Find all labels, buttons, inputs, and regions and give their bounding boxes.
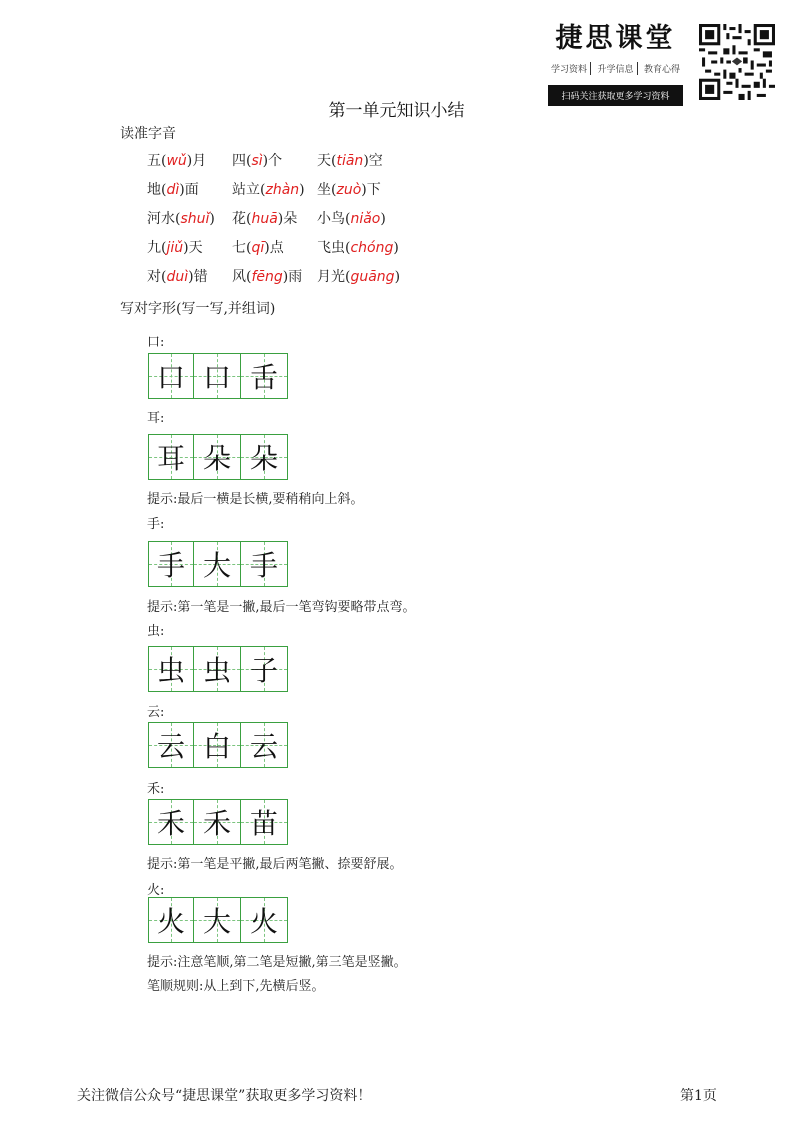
word-prefix: 对(: [147, 269, 167, 285]
word-prefix: 地(: [147, 182, 167, 198]
word-prefix: 风(: [232, 269, 252, 285]
brand-tag: 学习资料: [548, 62, 591, 75]
pinyin-word: [317, 150, 405, 170]
practice-char: 火: [249, 905, 278, 938]
pinyin-word: [147, 208, 235, 228]
tianzige-cell: [148, 434, 194, 480]
tianzige-cell: [194, 799, 241, 845]
hint-text: 提示:第一笔是平撇,最后两笔撇、捺要舒展。: [147, 857, 403, 872]
practice-char: 火: [156, 905, 185, 938]
word-suffix: )空: [363, 153, 383, 169]
practice-char: 耳: [156, 442, 185, 475]
tianzige-cell: [241, 799, 288, 845]
pinyin-word: [317, 179, 405, 199]
qr-code-icon[interactable]: [699, 24, 775, 100]
tianzige-cell: [148, 799, 194, 845]
practice-char: 禾: [202, 807, 231, 840]
pinyin-text: huā: [251, 211, 278, 227]
pinyin-word: [232, 150, 320, 170]
page-number: 第1页: [680, 1088, 717, 1104]
word-suffix: ): [380, 211, 386, 227]
practice-char: 云: [249, 730, 278, 763]
tianzige-cell: [194, 541, 241, 587]
pinyin-text: jiǔ: [166, 240, 184, 256]
word-suffix: )错: [188, 269, 208, 285]
word-suffix: )天: [183, 240, 203, 256]
practice-char: 子: [249, 654, 278, 687]
word-prefix: 小鸟(: [317, 211, 351, 227]
tianzige-cell: [194, 434, 241, 480]
brand-cta: 扫码关注获取更多学习资料: [548, 85, 683, 106]
pinyin-word: [317, 237, 405, 257]
practice-char: 口: [202, 361, 231, 394]
practice-char: 朵: [249, 442, 278, 475]
tianzige-cell: [148, 722, 194, 768]
tianzige-cell: [194, 722, 241, 768]
practice-char: 大: [202, 905, 231, 938]
char-label: 禾:: [147, 782, 165, 797]
pinyin-word: [232, 237, 320, 257]
word-prefix: 坐(: [317, 182, 337, 198]
word-suffix: ): [394, 269, 401, 285]
brand-block: [548, 22, 683, 106]
tianzige-cell: [241, 353, 288, 399]
pinyin-text: zuò: [336, 182, 362, 198]
tianzige-cell: [241, 722, 288, 768]
word-suffix: )点: [264, 240, 284, 256]
hint-text: 提示:注意笔顺,第二笔是短撇,第三笔是竖撇。: [147, 955, 407, 970]
tianzige-cell: [148, 541, 194, 587]
practice-char: 手: [156, 549, 185, 582]
pinyin-text: fēng: [251, 269, 283, 285]
pinyin-word: [147, 179, 235, 199]
pinyin-word: [317, 266, 405, 286]
section-heading-pronunciation: 读准字音: [120, 126, 176, 142]
char-label: 火:: [147, 883, 165, 898]
practice-char: 大: [202, 549, 231, 582]
practice-char: 朵: [202, 442, 231, 475]
tianzige-cell: [241, 541, 288, 587]
word-prefix: 月光(: [317, 269, 351, 285]
pinyin-word: [147, 150, 235, 170]
pinyin-text: qī: [251, 240, 265, 256]
practice-char: 禾: [156, 807, 185, 840]
tianzige-grid: [148, 646, 288, 692]
pinyin-word: [232, 208, 320, 228]
word-suffix: )个: [262, 153, 283, 169]
brand-tag: 教育心得: [643, 65, 680, 75]
tianzige-cell: [194, 897, 241, 943]
practice-char: 白: [202, 730, 231, 763]
brand-name: 捷思课堂: [555, 23, 676, 54]
word-prefix: 河水(: [147, 211, 181, 227]
word-suffix: ): [393, 240, 399, 256]
page-title: 第一单元知识小结: [328, 101, 465, 121]
word-suffix: ): [209, 211, 215, 227]
tianzige-cell: [241, 646, 288, 692]
tianzige-grid: [148, 799, 288, 845]
word-suffix: )月: [186, 153, 207, 169]
tianzige-cell: [194, 353, 241, 399]
char-label: 云:: [147, 705, 165, 720]
stroke-order-rule: 笔顺规则:从上到下,先横后竖。: [147, 979, 325, 994]
pinyin-text: tiān: [336, 153, 364, 169]
practice-char: 手: [249, 549, 278, 582]
word-prefix: 花(: [232, 211, 252, 227]
pinyin-text: niǎo: [350, 211, 381, 227]
word-prefix: 飞虫(: [317, 240, 351, 256]
pinyin-text: shuǐ: [180, 211, 210, 227]
word-prefix: 四(: [232, 153, 252, 169]
word-prefix: 天(: [317, 153, 337, 169]
word-suffix: )面: [179, 182, 199, 198]
brand-tags: [548, 62, 683, 75]
tianzige-cell: [148, 353, 194, 399]
word-suffix: )朵: [277, 211, 298, 227]
footer-note: 关注微信公众号“捷思课堂”获取更多学习资料！: [77, 1088, 372, 1104]
tianzige-cell: [241, 897, 288, 943]
tianzige-cell: [194, 646, 241, 692]
section-heading-writing: 写对字形(写一写,并组词): [120, 301, 276, 317]
tianzige-grid: [148, 722, 288, 768]
pinyin-text: sì: [251, 153, 263, 169]
tianzige-grid: [148, 434, 288, 480]
tianzige-grid: [148, 353, 288, 399]
practice-char: 虫: [156, 654, 185, 687]
hint-text: 提示:第一笔是一撇,最后一笔弯钩要略带点弯。: [147, 600, 416, 615]
pinyin-word: [232, 179, 320, 199]
word-prefix: 站立(: [232, 182, 266, 198]
pinyin-text: chóng: [350, 240, 394, 256]
pinyin-word: [317, 208, 405, 228]
pinyin-text: duì: [166, 269, 189, 285]
practice-char: 虫: [202, 654, 231, 687]
word-suffix: ): [299, 182, 305, 198]
pinyin-text: dì: [166, 182, 180, 198]
tianzige-cell: [241, 434, 288, 480]
pinyin-text: guāng: [350, 269, 395, 285]
brand-tag: 升学信息: [594, 62, 637, 75]
word-suffix: )下: [361, 182, 381, 198]
pinyin-word: [232, 266, 320, 286]
word-prefix: 五(: [147, 153, 167, 169]
tianzige-grid: [148, 897, 288, 943]
practice-char: 云: [156, 730, 185, 763]
word-suffix: )雨: [282, 269, 303, 285]
word-prefix: 七(: [232, 240, 252, 256]
practice-char: 口: [156, 361, 185, 394]
char-label: 手:: [147, 517, 165, 532]
char-label: 耳:: [147, 411, 165, 426]
char-label: 虫:: [147, 624, 165, 639]
pinyin-word: [147, 237, 235, 257]
practice-char: 舌: [249, 361, 278, 394]
hint-text: 提示:最后一横是长横,要稍稍向上斜。: [147, 492, 364, 507]
char-label: 口:: [147, 335, 165, 350]
pinyin-word: [147, 266, 235, 286]
tianzige-cell: [148, 646, 194, 692]
pinyin-text: wǔ: [166, 153, 187, 169]
word-prefix: 九(: [147, 240, 167, 256]
tianzige-grid: [148, 541, 288, 587]
tianzige-cell: [148, 897, 194, 943]
practice-char: 苗: [249, 807, 278, 840]
pinyin-text: zhàn: [265, 182, 300, 198]
